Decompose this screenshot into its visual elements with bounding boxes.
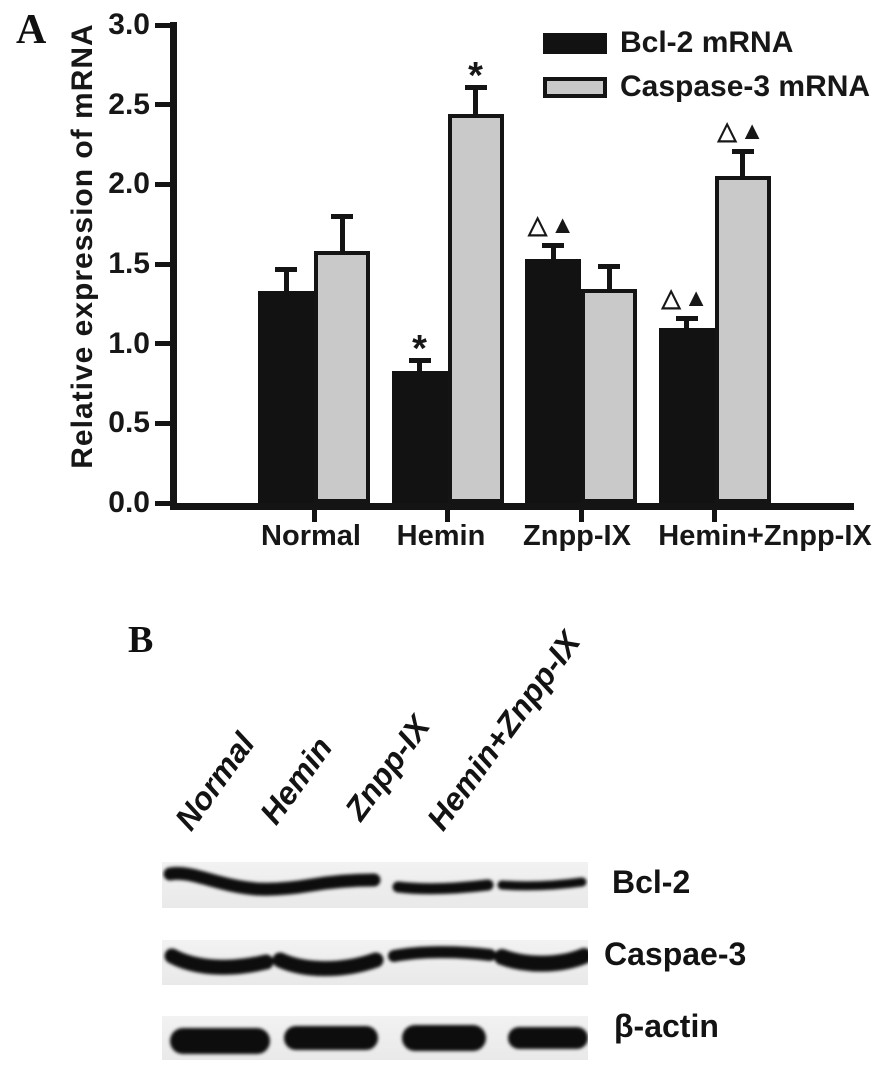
legend-label-0: Bcl-2 mRNA [620,26,794,59]
y-axis-line [170,22,177,510]
blot-row-label-bcl2: Bcl-2 [612,864,691,900]
y-tick [155,501,170,506]
significance-triangles: △▲ [717,116,768,145]
legend-label-1: Caspase-3 mRNA [620,70,871,103]
legend-swatch-caspase3 [543,77,607,98]
bar-bcl2-2 [525,259,581,503]
blot-band [280,960,376,969]
legend-item-1 [543,70,870,104]
error-bar-stem [340,216,345,251]
significance-star: * [468,55,483,98]
error-bar-cap [598,264,620,269]
lane-label-znpp-ix: Znpp-IX [337,709,437,827]
error-bar-stem [284,269,289,291]
blot-strip-bcl2 [162,862,588,908]
significance-triangles: △▲ [661,284,712,313]
blot-row-label-beta-actin: β-actin [614,1008,719,1044]
error-bar-cap [331,214,353,219]
error-bar-cap [732,149,754,154]
bar-caspase3-3 [715,176,771,503]
y-tick-label: 0.5 [108,406,150,440]
error-bar-cap [542,243,564,248]
bar-bcl2-1 [392,371,448,503]
bar-caspase3-1 [448,114,504,503]
legend-item-0 [543,26,870,60]
blot-band [394,952,490,956]
panel-b-label: B [128,619,154,661]
blot-band [170,873,374,889]
lane-label-hemin-znpp-ix: Hemin+Znpp-IX [419,624,588,837]
lane-label-hemin: Hemin [252,730,340,831]
y-tick-label: 1.0 [108,326,150,360]
blot-strip-beta-actin [162,1016,588,1060]
y-tick [155,23,170,28]
error-bar-stem [740,151,745,176]
blot-band [502,956,584,964]
bar-bcl2-3 [659,328,715,503]
x-axis-label: Hemin+Znpp-IX [658,520,872,552]
y-tick-label: 0.0 [108,486,150,519]
y-tick-label: 2.5 [108,87,150,121]
blot-band [402,1025,486,1051]
lane-label-normal: Normal [167,726,262,837]
blot-strip-caspae3 [162,940,588,985]
legend-swatch-bcl2 [543,33,607,54]
blot-band [502,882,582,886]
blot-band [170,1028,270,1054]
y-tick [155,421,170,426]
blot-band [172,956,266,967]
x-axis-label: Hemin [396,520,486,552]
caspae3-bands-image [162,940,588,985]
blot-band [284,1026,378,1050]
panel-a-label: A [16,7,47,53]
y-tick-label: 2.0 [108,167,150,201]
x-axis-label: Znpp-IX [523,520,631,552]
blot-row-label-caspae3: Caspae-3 [604,936,747,972]
beta-actin-bands-image [162,1016,588,1060]
y-tick-label: 3.0 [108,8,150,41]
bar-bcl2-0 [258,291,314,503]
blot-band [398,885,488,889]
error-bar-stem [607,266,612,290]
significance-triangles: △▲ [528,210,578,239]
blot-band [508,1027,588,1049]
y-tick [155,262,170,267]
y-tick-label: 1.5 [108,247,150,280]
y-tick [155,182,170,187]
y-tick [155,341,170,346]
significance-star: * [412,327,427,370]
error-bar-cap [275,267,297,272]
bcl2-bands-image [162,862,588,908]
error-bar-cap [676,316,698,321]
y-axis-title: Relative expression of mRNA [66,23,99,469]
x-axis-label: Normal [261,520,361,552]
legend [543,26,870,114]
bar-caspase3-2 [581,289,637,503]
x-axis-line [170,503,854,510]
bar-caspase3-0 [314,251,370,503]
y-tick [155,102,170,107]
